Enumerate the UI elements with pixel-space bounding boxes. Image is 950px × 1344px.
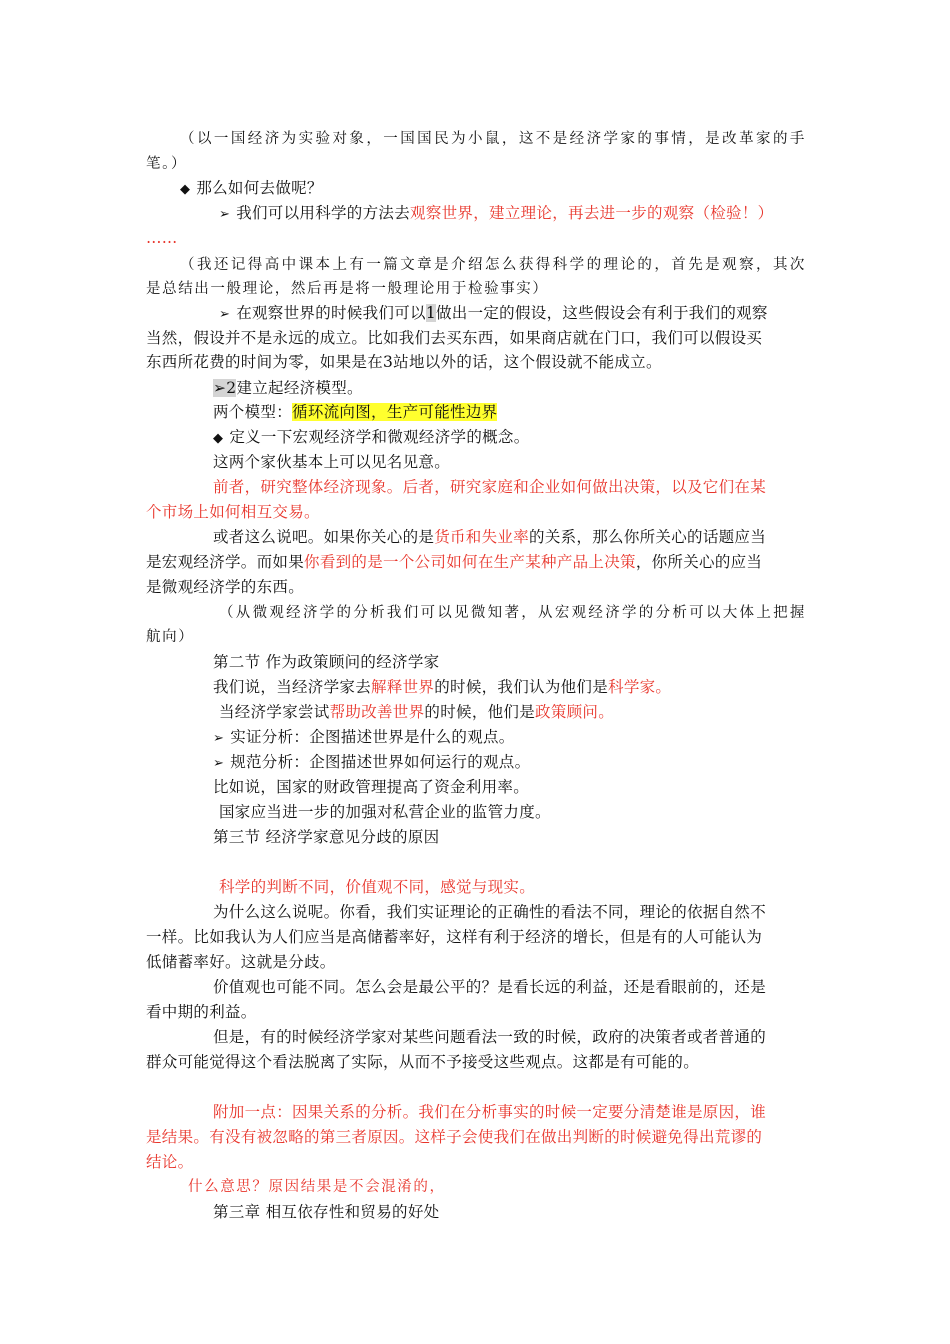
paragraph-line: 国家应当进一步的加强对私营企业的监管力度。 — [219, 803, 551, 821]
list-item — [213, 376, 875, 400]
list-item — [213, 425, 875, 449]
text-span: 我们说，当经济学家去 — [213, 678, 372, 696]
paragraph-line: …… — [146, 229, 178, 247]
paragraph-line: 是总结出一般理论，然后再是将一般理论用于检验事实） — [146, 281, 549, 297]
list-item-text: 建立起经济模型。 — [236, 379, 363, 397]
paragraph-line — [219, 700, 881, 724]
paragraph-line: 当然，假设并不是永远的成立。比如我们去买东西，如果商店就在门口，我们可以假设买 — [146, 329, 763, 347]
paragraph-line: 航向） — [146, 629, 195, 645]
highlight-text: 政策顾问。 — [535, 703, 615, 721]
highlight-text: 附加一点：因果关系的分析。我们在分析事实的时候一定要分清楚谁是原因，谁 — [213, 1103, 767, 1121]
paragraph-line: 什么意思？原因结果是不会混淆的， — [188, 1179, 446, 1195]
list-item — [213, 725, 875, 749]
highlight-text: 你看到的是一个公司如何在生产某种产品上决策 — [304, 553, 636, 571]
list-item — [219, 301, 881, 325]
step-number: 1 — [425, 304, 436, 322]
paragraph-line: 群众可能觉得这个看法脱离了实际，从而不予接受这些观点。这都是有可能的。 — [146, 1053, 700, 1071]
paragraph-line: 是结果。有没有被忽略的第三者原因。这样子会使我们在做出判断的时候避免得出荒谬的 — [146, 1128, 763, 1146]
paragraph-line: 笔。） — [146, 156, 188, 172]
paragraph-line: 是微观经济学的东西。 — [146, 578, 305, 596]
list-item — [180, 176, 842, 200]
paragraph-line — [213, 1100, 875, 1124]
text-span: 或者这么说吧。如果你关心的是 — [213, 528, 435, 546]
diamond-bullet-icon: ◆ — [180, 182, 191, 197]
paragraph-line: 东西所花费的时间为零，如果是在3站地以外的话，这个假设就不能成立。 — [146, 353, 662, 371]
text-span: 当经济学家尝试 — [219, 703, 330, 721]
diamond-bullet-icon: ◆ — [213, 431, 224, 446]
list-item-text: 定义一下宏观经济学和微观经济学的概念。 — [229, 428, 530, 446]
text-span: 是宏观经济学。而如果 — [146, 553, 305, 571]
arrow-bullet-icon: ➢ — [213, 731, 225, 746]
paragraph-line: 个市场上如何相互交易。 — [146, 503, 320, 521]
paragraph-line: 这两个家伙基本上可以见名见意。 — [213, 453, 451, 471]
highlight-text: 解释世界 — [371, 678, 435, 696]
label-text: 两个模型： — [213, 403, 293, 421]
paragraph-line: 一样。比如我认为人们应当是高储蓄率好，这样有利于经济的增长，但是有的人可能认为 — [146, 928, 763, 946]
text-span: 的时候，他们是 — [424, 703, 536, 721]
list-item-text: 规范分析：企图描述世界如何运行的观点。 — [230, 753, 531, 771]
highlighted-text: 循环流向图，生产可能性边界 — [292, 403, 498, 421]
chapter-heading: 第三章 相互依存性和贸易的好处 — [213, 1203, 440, 1221]
paragraph-line: （从微观经济学的分析我们可以见微知著，从宏观经济学的分析可以大体上把握 — [219, 605, 806, 621]
highlight-text: 帮助改善世界 — [329, 703, 425, 721]
arrow-bullet-icon: ➢ — [219, 207, 231, 222]
arrow-bullet-icon: ➢ — [213, 756, 225, 771]
section-heading: 第三节 经济学家意见分歧的原因 — [213, 828, 440, 846]
paragraph-line: （我还记得高中课本上有一篇文章是介绍怎么获得科学的理论的，首先是观察，其次 — [180, 257, 806, 273]
paragraph-line: 看中期的利益。 — [146, 1003, 257, 1021]
paragraph-line: 低储蓄率好。这就是分歧。 — [146, 953, 336, 971]
paragraph-line: （以一国经济为实验对象，一国国民为小鼠，这不是经济学家的事情，是改革家的手 — [180, 131, 806, 147]
highlight-text: 观察世界，建立理论，再去进一步的观察（检验！） — [410, 204, 774, 222]
paragraph-line: 科学的判断不同，价值观不同，感觉与现实。 — [219, 878, 536, 896]
paragraph-line — [213, 525, 875, 549]
paragraph-line: 结论。 — [146, 1153, 194, 1171]
step-marker: ➢2 — [213, 379, 237, 397]
arrow-bullet-icon: ➢ — [219, 307, 231, 322]
list-item-text: 实证分析：企图描述世界是什么的观点。 — [230, 728, 515, 746]
paragraph-line — [213, 400, 875, 424]
list-item-text: 在观察世界的时候我们可以 — [236, 304, 426, 322]
paragraph-line: 但是，有的时候经济学家对某些问题看法一致的时候，政府的决策者或者普通的 — [213, 1028, 767, 1046]
paragraph-line: 前者，研究整体经济现象。后者，研究家庭和企业如何做出决策，以及它们在某 — [213, 478, 767, 496]
text-span: 的时候，我们认为他们是 — [434, 678, 609, 696]
list-item — [213, 750, 875, 774]
list-item — [219, 201, 881, 225]
paragraph-line — [146, 550, 808, 574]
text-span: ，你所关心的应当 — [635, 553, 763, 571]
highlight-text: 科学家。 — [608, 678, 672, 696]
paragraph-line: 比如说，国家的财政管理提高了资金利用率。 — [213, 778, 530, 796]
paragraph-line — [213, 675, 875, 699]
list-item-text: 我们可以用科学的方法去 — [236, 204, 411, 222]
paragraph-line: 价值观也可能不同。怎么会是最公平的？是看长远的利益，还是看眼前的，还是 — [213, 978, 767, 996]
highlight-text: 货币和失业率 — [434, 528, 530, 546]
list-item-text: 那么如何去做呢？ — [196, 179, 323, 197]
list-item-text: 做出一定的假设，这些假设会有利于我们的观察 — [435, 304, 768, 322]
paragraph-line: 为什么这么说呢。你看，我们实证理论的正确性的看法不同，理论的依据自然不 — [213, 903, 767, 921]
section-heading: 第二节 作为政策顾问的经济学家 — [213, 653, 440, 671]
text-span: 的关系，那么你所关心的话题应当 — [529, 528, 767, 546]
